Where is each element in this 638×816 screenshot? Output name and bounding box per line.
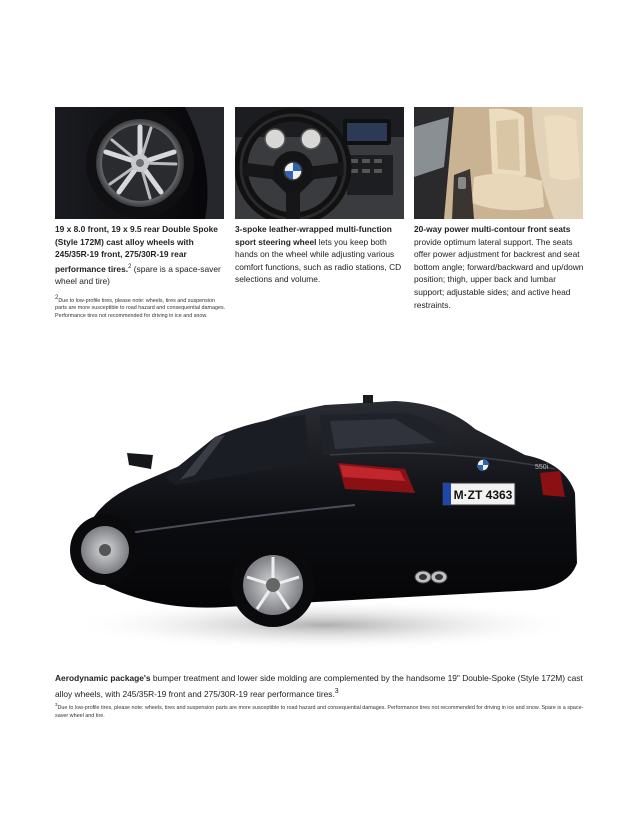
aero-body: bumper treatment and lower side molding are complemented by the handsome 19" Double-Spoke (Style 172M) cast alloy wheels, with 245/35R-19 front and 275/30R-19 rear performance tires. xyxy=(55,673,583,699)
wheel-footnote xyxy=(55,295,227,321)
steering-illustration xyxy=(235,107,404,219)
steering-heading: 3-spoke leather-wrapped multi-function sport steering wheel xyxy=(235,224,392,247)
aero-footnote-number: 3 xyxy=(55,702,58,707)
wheel-footnote-text: Due to low-profile tires, please note: wheels, tires and suspension parts are more susceptible to road hazard and consequential damages. Performance tires not recommended for driving in ice and snow. xyxy=(55,297,226,319)
wheel-body: (spare is a space-saver wheel and tire) xyxy=(55,263,221,287)
aero-heading: Aerodynamic package's xyxy=(55,673,151,683)
wheel-description xyxy=(55,223,227,320)
wheel-footnote-ref: 2 xyxy=(128,263,132,270)
wheel-heading: 19 x 8.0 front, 19 x 9.5 rear Double Spoke (Style 172M) cast alloy wheels with 245/35R-19 front, 275/30R-19 rear performance tires. xyxy=(55,224,218,274)
seats-heading: 20-way power multi-contour front seats xyxy=(414,224,571,234)
seats-description xyxy=(414,223,586,311)
steering-wheel-photo xyxy=(235,107,404,219)
wheel-illustration xyxy=(55,107,224,219)
wheel-footnote-number: 2 xyxy=(55,294,59,301)
aero-footnote xyxy=(55,701,595,720)
wheel-photo xyxy=(55,107,224,219)
seats-photo xyxy=(414,107,583,219)
model-badge: 550i xyxy=(535,464,549,471)
aero-caption xyxy=(55,672,583,701)
car-illustration xyxy=(55,385,595,657)
seats-body: provide optimum lateral support. The seats offer power adjustment for backrest and seat bottom angle; forward/backward and up/down position; thigh, upper back and lumbar support; adjustable sides; and active head restraints. xyxy=(414,236,584,310)
steering-description xyxy=(235,223,407,286)
aero-footnote-text: Due to low-profile tires, please note: wheels, tires and suspension parts are more susceptible to road hazard and consequential damages. Performance tires not recommended for driving in ice and snow. Spare is a space-saver wheel and tire. xyxy=(55,704,584,719)
aero-footnote-ref: 3 xyxy=(334,688,339,695)
license-plate-text: M·ZT 4363 xyxy=(453,488,513,502)
seats-illustration xyxy=(414,107,583,219)
steering-body: lets you keep both hands on the wheel while adjusting various comfort functions, such as radio stations, CD selections and volume. xyxy=(235,236,402,285)
car-photo xyxy=(55,385,595,657)
